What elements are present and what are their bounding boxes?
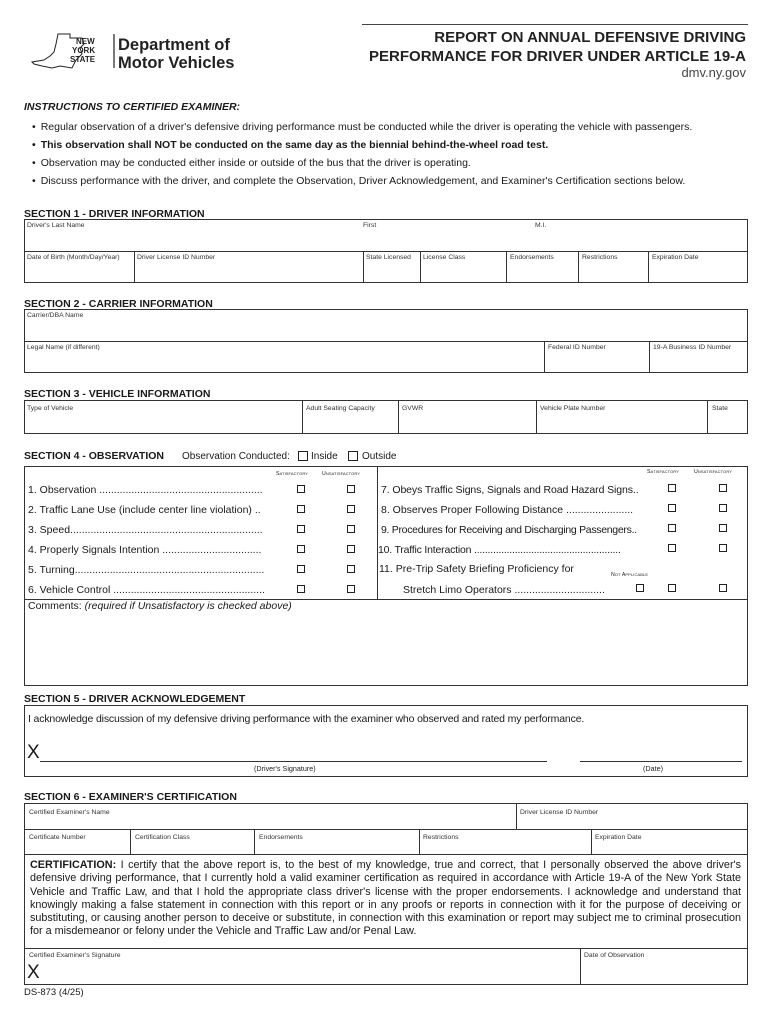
license-class-field[interactable]: License Class xyxy=(423,254,466,261)
examiner-restrictions-field[interactable]: Restrictions xyxy=(423,834,459,841)
section4-title: SECTION 4 - OBSERVATION xyxy=(24,450,165,462)
instruction-bullet: • Discuss performance with the driver, and complete the Observation, Driver Acknowledgement, and Examiner's Certification sections below. xyxy=(32,175,685,187)
not-applicable-header: Not Applicable xyxy=(611,572,649,578)
observation-item: 9. Procedures for Receiving and Discharging Passengers.. xyxy=(381,524,637,536)
endorsements-field[interactable]: Endorsements xyxy=(510,254,554,261)
observation-item: 2. Traffic Lane Use (include center line violation) .. xyxy=(28,504,261,516)
examiner-name-field[interactable]: Certified Examiner's Name xyxy=(29,809,110,816)
comments-label: Comments: xyxy=(28,600,82,612)
unsatisfactory-checkbox[interactable] xyxy=(719,484,727,492)
unsatisfactory-checkbox[interactable] xyxy=(719,524,727,532)
unsatisfactory-checkbox[interactable] xyxy=(347,485,355,493)
ny-state-logo xyxy=(30,32,116,74)
driver-date-line[interactable] xyxy=(580,761,742,762)
svg-text:STATE: STATE xyxy=(70,55,96,64)
satisfactory-checkbox[interactable] xyxy=(297,525,305,533)
satisfactory-header-right: Satisfactory xyxy=(647,469,679,475)
section5-title: SECTION 5 - DRIVER ACKNOWLEDGEMENT xyxy=(24,693,246,705)
certification-statement xyxy=(30,859,741,939)
vehicle-type-field[interactable]: Type of Vehicle xyxy=(27,405,74,412)
driver-date-caption: (Date) xyxy=(643,764,663,773)
satisfactory-checkbox[interactable] xyxy=(297,565,305,573)
instructions-heading: INSTRUCTIONS TO CERTIFIED EXAMINER: xyxy=(24,101,241,113)
satisfactory-checkbox[interactable] xyxy=(668,504,676,512)
svg-text:YORK: YORK xyxy=(72,46,96,55)
section3-title: SECTION 3 - VEHICLE INFORMATION xyxy=(24,388,211,400)
plate-number-field[interactable]: Vehicle Plate Number xyxy=(540,405,606,412)
observation-item: 8. Observes Proper Following Distance ....................... xyxy=(381,504,634,516)
title-line-2: PERFORMANCE FOR DRIVER UNDER ARTICLE 19-A xyxy=(369,48,746,65)
observation-item: 10. Traffic Interaction ...................................................... xyxy=(378,544,621,556)
last-name-field[interactable]: Driver's Last Name xyxy=(27,222,85,229)
state-licensed-field[interactable]: State Licensed xyxy=(366,254,411,261)
unsatisfactory-checkbox[interactable] xyxy=(347,545,355,553)
satisfactory-checkbox[interactable] xyxy=(297,545,305,553)
satisfactory-checkbox[interactable] xyxy=(668,584,676,592)
driver-signature-caption: (Driver's Signature) xyxy=(254,764,316,773)
section2-title: SECTION 2 - CARRIER INFORMATION xyxy=(24,298,213,310)
satisfactory-checkbox[interactable] xyxy=(668,524,676,532)
unsatisfactory-checkbox[interactable] xyxy=(347,585,355,593)
observation-item: 7. Obeys Traffic Signs, Signals and Road Hazard Signs.. xyxy=(381,484,639,496)
driver-signature-x: X xyxy=(27,742,40,763)
seating-capacity-field[interactable]: Adult Seating Capacity xyxy=(306,405,375,412)
acknowledgement-text: I acknowledge discussion of my defensive driving performance with the examiner who observed and rated my performance. xyxy=(28,713,585,725)
legal-name-field[interactable]: Legal Name (if different) xyxy=(27,344,100,351)
unsatisfactory-checkbox[interactable] xyxy=(719,584,727,592)
satisfactory-checkbox[interactable] xyxy=(668,544,676,552)
observation-item: 4. Properly Signals Intention .................................. xyxy=(28,544,262,556)
inside-checkbox[interactable] xyxy=(298,451,308,461)
license-id-field[interactable]: Driver License ID Number xyxy=(137,254,216,261)
federal-id-field[interactable]: Federal ID Number xyxy=(548,344,606,351)
title-line-1: REPORT ON ANNUAL DEFENSIVE DRIVING xyxy=(434,29,746,46)
certification-heading: CERTIFICATION: xyxy=(30,859,117,871)
certification-class-field[interactable]: Certification Class xyxy=(135,834,190,841)
section2-box xyxy=(24,309,748,373)
examiner-signature-field[interactable]: Certified Examiner's Signature xyxy=(29,952,121,959)
satisfactory-header-left: Satisfactory xyxy=(276,471,308,477)
observation-item-11: 11. Pre-Trip Safety Briefing Proficiency for xyxy=(379,563,574,575)
not-applicable-checkbox[interactable] xyxy=(636,584,644,592)
dept-line-2: Motor Vehicles xyxy=(118,54,235,72)
unsatisfactory-checkbox[interactable] xyxy=(719,504,727,512)
instruction-bullet: • Observation may be conducted either inside or outside of the bus that the driver is operating. xyxy=(32,157,471,169)
instruction-bullet: • Regular observation of a driver's defensive driving performance must be conducted while the driver is operating the vehicle with passengers. xyxy=(32,121,692,133)
unsatisfactory-header-right: Unsatisfactory xyxy=(694,469,733,475)
dob-field[interactable]: Date of Birth (Month/Day/Year) xyxy=(27,254,120,261)
gvwr-field[interactable]: GVWR xyxy=(402,405,424,412)
restrictions-field[interactable]: Restrictions xyxy=(582,254,618,261)
department-name xyxy=(118,36,234,72)
dept-line-1: Department of xyxy=(118,36,230,54)
examiner-expiration-field[interactable]: Expiration Date xyxy=(595,834,642,841)
header-rule xyxy=(362,24,748,25)
observation-item: 5. Turning................................................................. xyxy=(28,564,265,576)
unsatisfactory-checkbox[interactable] xyxy=(347,505,355,513)
unsatisfactory-header-left: Unsatisfactory xyxy=(322,471,361,477)
observation-conducted-label: Observation Conducted: xyxy=(182,451,290,462)
driver-signature-line[interactable] xyxy=(40,761,547,762)
form-title xyxy=(369,28,746,66)
section3-box xyxy=(24,400,748,434)
comments-field[interactable] xyxy=(28,600,292,612)
unsatisfactory-checkbox[interactable] xyxy=(347,525,355,533)
form-id: DS-873 (4/25) xyxy=(24,987,84,998)
examiner-license-field[interactable]: Driver License ID Number xyxy=(520,809,599,816)
observation-item: 6. Vehicle Control .................................................... xyxy=(28,584,265,596)
middle-initial-field[interactable]: M.I. xyxy=(535,222,547,229)
instruction-bullet: • This observation shall NOT be conducted on the same day as the biennial behind-the-wheel road test. xyxy=(32,139,548,151)
observation-item: 1. Observation ........................................................ xyxy=(28,484,263,496)
vehicle-state-field[interactable]: State xyxy=(712,405,728,412)
section1-box xyxy=(24,219,748,283)
website[interactable]: dmv.ny.gov xyxy=(681,65,746,80)
satisfactory-checkbox[interactable] xyxy=(668,484,676,492)
outside-label: Outside xyxy=(362,451,397,462)
observation-item-11-cont: Stretch Limo Operators ............................... xyxy=(403,584,605,596)
section1-title: SECTION 1 - DRIVER INFORMATION xyxy=(24,208,205,220)
business-id-field[interactable]: 19-A Business ID Number xyxy=(653,344,732,351)
outside-checkbox[interactable] xyxy=(348,451,358,461)
first-name-field[interactable]: First xyxy=(363,222,377,229)
unsatisfactory-checkbox[interactable] xyxy=(347,565,355,573)
certification-text: I certify that the above report is, to the best of my knowledge, true and correct, that I personally observed the above driver's defensive driving performance, that I currently hold a valid examiner certification as required in accordance with Article 19-A of the New York State Vehicle and Traffic Law, and that I hold the appropriate class driver's license with the proper endorsements. I acknowledge and understand that knowingly making a false statement in connection with this report or in any proofs or reports in connection with it for the purpose of deceiving or substituting, or causing another person to deceive or substitute, in connection with this examination or report may subject me to criminal prosecution for a misdemeanor or felony under the Vehicle and Traffic Law and/or Penal Law. xyxy=(30,859,741,938)
satisfactory-checkbox[interactable] xyxy=(297,585,305,593)
inside-label: Inside xyxy=(311,451,338,462)
certificate-number-field[interactable]: Certificate Number xyxy=(29,834,86,841)
unsatisfactory-checkbox[interactable] xyxy=(719,544,727,552)
examiner-endorsements-field[interactable]: Endorsements xyxy=(259,834,303,841)
carrier-dba-field[interactable]: Carrier/DBA Name xyxy=(27,312,84,319)
svg-text:NEW: NEW xyxy=(76,37,95,46)
examiner-signature-x: X xyxy=(27,962,40,983)
satisfactory-checkbox[interactable] xyxy=(297,505,305,513)
section6-title: SECTION 6 - EXAMINER'S CERTIFICATION xyxy=(24,791,237,803)
date-of-observation-field[interactable]: Date of Observation xyxy=(584,952,645,959)
comments-note: (required if Unsatisfactory is checked above) xyxy=(84,600,292,612)
expiration-field[interactable]: Expiration Date xyxy=(652,254,699,261)
satisfactory-checkbox[interactable] xyxy=(297,485,305,493)
observation-item: 3. Speed.................................................................. xyxy=(28,524,263,536)
